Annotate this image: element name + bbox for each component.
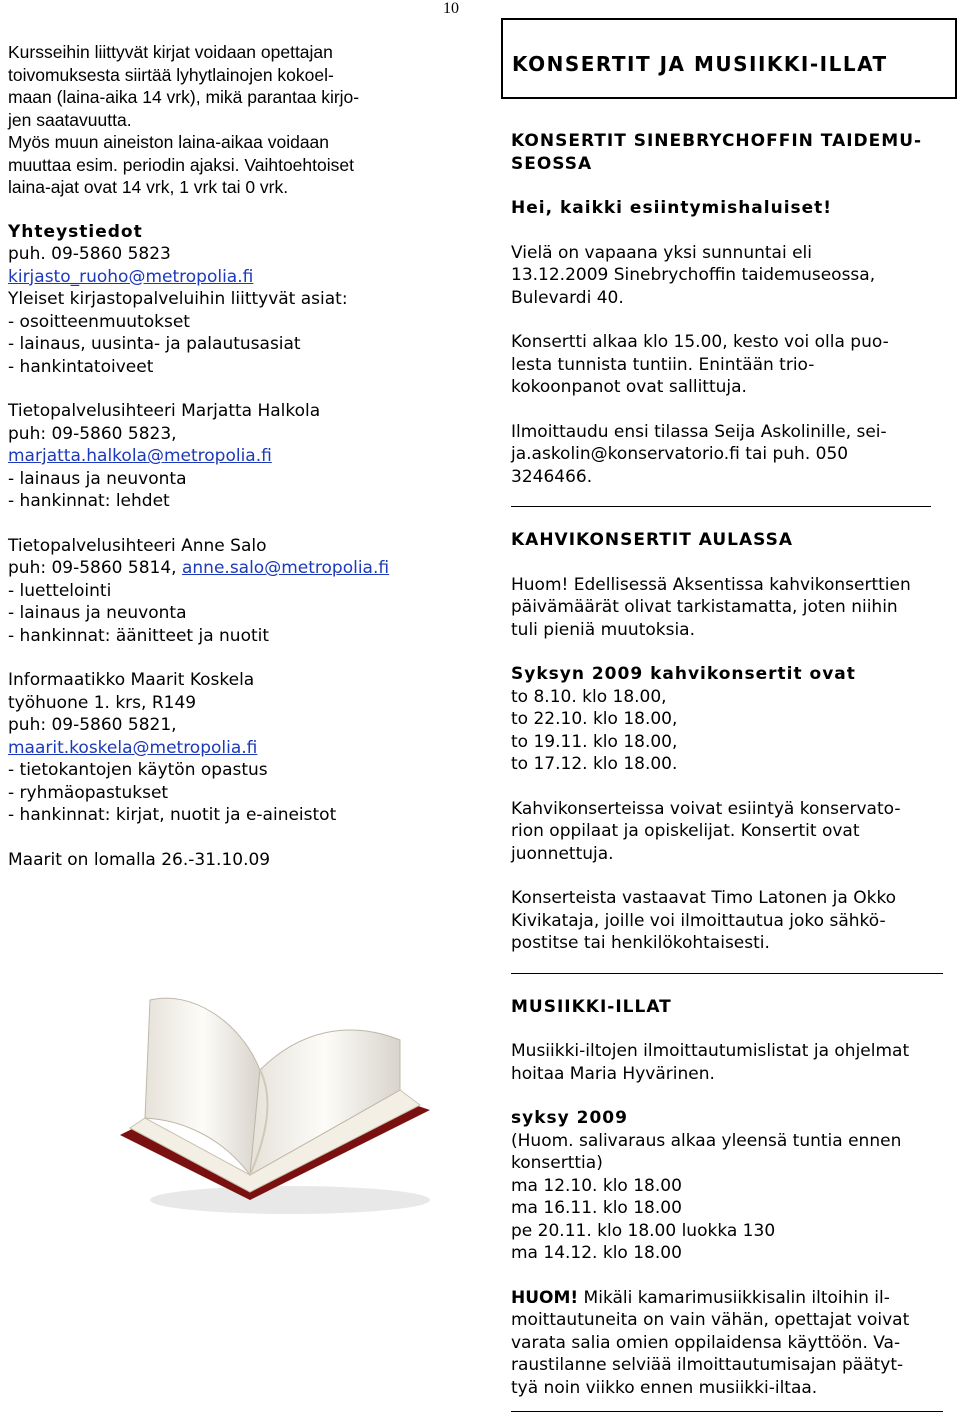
divider <box>511 1411 943 1412</box>
kahvikonsertit-p3: Konserteista vastaavat Timo Latonen ja Okko Kivikataja, joille voi ilmoittautua joko sähkö- postitse tai henkilökohtaisesti. <box>511 888 897 953</box>
contact-salo: Tietopalvelusihteeri Anne Salo puh: 09-5860 5814, anne.salo@metropolia.fi - luettelointi - lainaus ja neuvonta - hankinnat: äänitteet ja nuotit <box>8 535 390 646</box>
left-column <box>8 41 478 871</box>
kahvikonsertit-dates: to 8.10. klo 18.00, to 22.10. klo 18.00, to 19.11. klo 18.00, to 17.12. klo 18.00. <box>511 686 678 774</box>
section-title-box <box>501 18 957 99</box>
intro-paragraph: Kursseihin liittyvät kirjat voidaan opettajan toivomuksesta siirtää lyhytlainojen kokoel- maan (laina-aika 14 vrk), mikä parantaa kirjo- jen saatavuutta. Myös muun aineiston laina-aikaa voidaan muuttaa esim. periodin ajaksi. Vaihtoehtoiset laina-ajat ovat 14 vrk, 1 vrk tai 0 vrk. <box>8 42 360 197</box>
sinebrychoff-title: KONSERTIT SINEBRYCHOFFIN TAIDEMU- SEOSSA <box>511 131 923 174</box>
sinebrychoff-p2: Konsertti alkaa klo 15.00, kesto voi olla puo- lesta tunnista tuntiin. Enintään trio- kokoonpanot ovat sallittuja. <box>511 332 889 397</box>
musiikki-illat-note: HUOM! Mikäli kamarimusiikkisalin iltoihin il- moittautuneita on vain vähän, opettajat voivat varata salia omien oppilaidensa käyttöön. Va- raustilanne selviää ilmoittautumisajan päätyt- tyä noin viikko ennen musiikki-iltaa. <box>511 1287 910 1398</box>
general-services: Yleiset kirjastopalveluihin liittyvät asiat: - osoitteenmuutokset - lainaus, uusinta- ja palautusasiat - hankintatoiveet <box>8 289 348 377</box>
contact-email-link[interactable]: kirjasto_ruoho@metropolia.fi <box>8 266 254 287</box>
greeting: Hei, kaikki esiintymishaluiset! <box>511 198 833 218</box>
sinebrychoff-p1: Vielä on vapaana yksi sunnuntai eli 13.12.2009 Sinebrychoffin taidemuseossa, Bulevardi 40. <box>511 242 876 308</box>
musiikki-illat-list: (Huom. salivaraus alkaa yleensä tuntia ennen konserttia) ma 12.10. klo 18.00 ma 16.11. klo 18.00 pe 20.11. klo 18.00 luokka 130 ma 14.12. klo 18.00 <box>511 1130 902 1263</box>
open-book-illustration <box>100 960 440 1220</box>
kahvikonsertit-p2: Kahvikonserteissa voivat esiintyä konservato- rion oppilaat ja opiskelijat. Konsertit ovat juonnettuja. <box>511 798 901 864</box>
halkola-email-link[interactable]: marjatta.halkola@metropolia.fi <box>8 446 272 466</box>
contact-koskela: Informaatikko Maarit Koskela työhuone 1. krs, R149 puh: 09-5860 5821, maarit.koskela@metropolia.fi - tietokantojen käytön opastus - ryhmäopastukset - hankinnat: kirjat, nuotit ja e-aineistot <box>8 670 337 825</box>
page-number: 10 <box>443 0 459 17</box>
contact-heading: Yhteystiedot <box>8 221 143 242</box>
contact-phone: puh. 09-5860 5823 <box>8 244 171 264</box>
musiikki-illat-p1: Musiikki-iltojen ilmoittautumislistat ja ohjelmat hoitaa Maria Hyvärinen. <box>511 1041 910 1084</box>
kahvikonsertit-dates-title: Syksyn 2009 kahvikonsertit ovat <box>511 664 856 684</box>
right-column <box>511 130 951 1412</box>
leave-note: Maarit on lomalla 26.-31.10.09 <box>8 849 271 870</box>
kahvikonsertit-p1: Huom! Edellisessä Aksentissa kahvikonserttien päivämäärät olivat tarkistamatta, joten niihin tuli pieniä muutoksia. <box>511 574 911 640</box>
koskela-email-link[interactable]: maarit.koskela@metropolia.fi <box>8 737 258 758</box>
musiikki-illat-title: MUSIIKKI-ILLAT <box>511 996 672 1017</box>
sinebrychoff-p3: Ilmoittaudu ensi tilassa Seija Askolinille, sei- ja.askolin@konservatorio.fi tai puh. 050 3246466. <box>511 421 887 487</box>
salo-email-link[interactable]: anne.salo@metropolia.fi <box>181 558 390 578</box>
kahvikonsertit-title: KAHVIKONSERTIT AULASSA <box>511 530 794 550</box>
section-title: KONSERTIT JA MUSIIKKI-ILLAT <box>512 52 888 76</box>
season-heading: syksy 2009 <box>511 1108 628 1128</box>
contact-halkola: Tietopalvelusihteeri Marjatta Halkola puh: 09-5860 5823, marjatta.halkola@metropolia.fi - lainaus ja neuvonta - hankinnat: lehdet <box>8 401 321 511</box>
